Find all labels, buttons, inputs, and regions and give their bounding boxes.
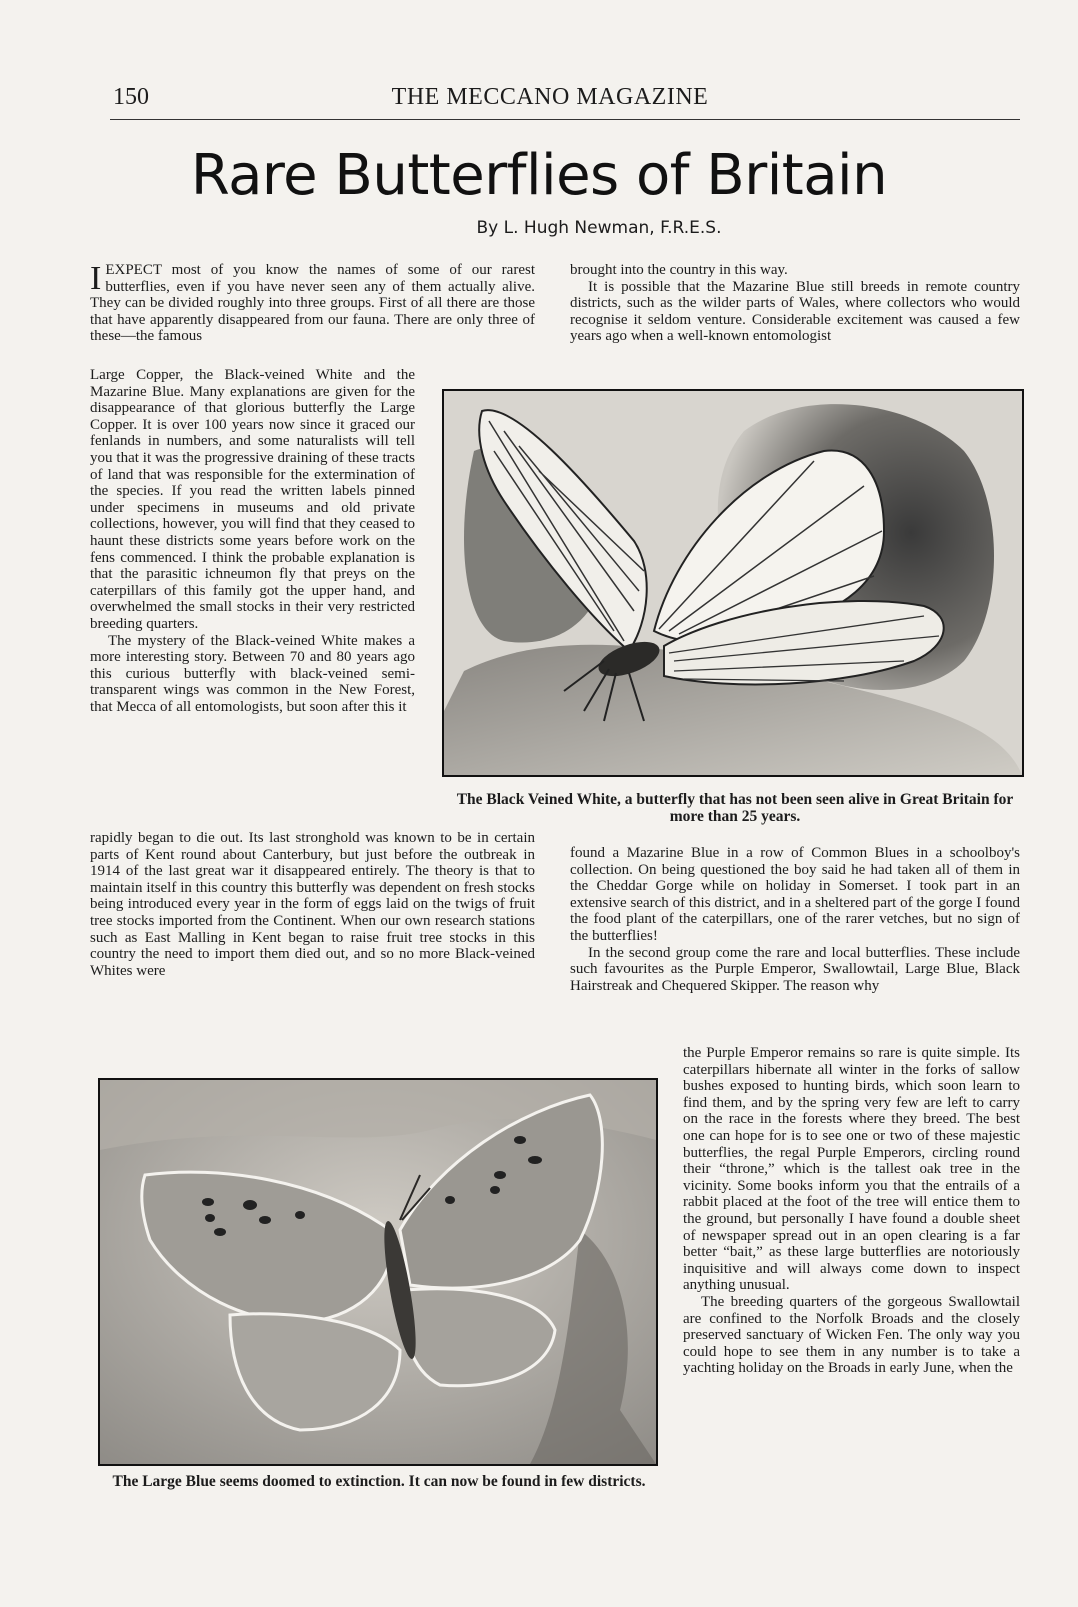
- drop-cap: I: [90, 260, 102, 297]
- black-veined-white-illustration: [444, 391, 1022, 775]
- page-number: 150: [113, 84, 149, 110]
- paragraph: In the second group come the rare and local butterflies. These include such favourites as the Purple Emperor, Swallowtail, Large Blue, Black Hairstreak and Chequered Skipper. The reason why: [570, 944, 1020, 994]
- paragraph: found a Mazarine Blue in a row of Common Blues in a schoolboy's collection. On being questioned the boy said he had taken all of them in the Cheddar Gorge while on holiday in Somerset. I took part in an extensive search of this district, and in a sheltered part of the gorge I found the food plant of the caterpillars, one of the rarer vetches, but no sign of the butterflies!: [570, 845, 1020, 944]
- column-2-top: [570, 262, 1020, 345]
- paragraph: It is possible that the Mazarine Blue still breeds in remote country districts, such as the wilder parts of Wales, where collectors who would recognise it seldom venture. Considerable excitement was caused a few years ago when a well-known entomologist: [570, 278, 1020, 345]
- paragraph: The mystery of the Black-veined White makes a more interesting story. Between 70 and 80 years ago this curious butterfly with black-veined semi-transparent wings was common in the New Forest, that Mecca of all entomologists, but soon after this it: [90, 632, 415, 715]
- column-1-top: [90, 262, 535, 345]
- black-veined-white-photo: [442, 389, 1024, 777]
- byline: By L. Hugh Newman, F.R.E.S.: [476, 218, 722, 238]
- running-head: THE MECCANO MAGAZINE: [391, 84, 709, 110]
- paragraph: the Purple Emperor remains so rare is quite simple. Its caterpillars hibernate all winter in the forks of sallow bushes exposed to hunting birds, which soon learn to find them, and by the spring very few are left to carry on the race in the forests where they breed. The best one can hope for is to see one or two of these majestic butterflies, the regal Purple Emperors, circling round their “throne,” which is the tallest oak tree in the vicinity. Some books inform you that the entrails of a rabbit placed at the foot of the tree will entice them to the ground, but personally I have found a double sheet of newspaper spread out in an open clearing is a far better “bait,” as these large butterflies are notoriously inquisitive and will always come down to inspect anything unusual.: [683, 1045, 1020, 1294]
- paragraph: Large Copper, the Black-veined White and the Mazarine Blue. Many explanations are given for the disappearance of that glorious butterfly the Large Copper. It is over 100 years now since it graced our fenlands in numbers, and some naturalists will tell you that it was the progressive draining of these tracts of land that was responsible for the extermination of the species. If you read the written labels pinned under specimens in museums and old private collections, however, you will find that they ceased to haunt these districts some years before work on the fens commenced. I think the probable explanation is that the parasitic ichneumon fly that preys on the caterpillars of this family got the upper hand, and overwhelmed the small stocks in their very restricted breeding quarters.: [90, 367, 415, 632]
- paragraph: The breeding quarters of the gorgeous Swallowtail are confined to the Norfolk Broads and the closely preserved sanctuary of Wicken Fen. The only way you could hope to see them in any number is to take a yachting holiday on the Broads in early June, when the: [683, 1293, 1020, 1377]
- paragraph: brought into the country in this way.: [570, 262, 788, 278]
- figure-2-caption: The Large Blue seems doomed to extinction. It can now be found in few districts.: [112, 1473, 646, 1490]
- large-blue-illustration: [100, 1080, 656, 1464]
- column-1-bottom: [90, 830, 535, 979]
- column-2-bottom: [683, 1045, 1020, 1377]
- paragraph: rapidly began to die out. Its last stronghold was known to be in certain parts of Kent round about Canterbury, but just before the outbreak in 1914 of the last great war it disappeared entirely. The theory is that to maintain itself in this country this butterfly was dependent on fresh stocks being introduced every year in the form of eggs laid on the twigs of fruit tree stocks imported from the Continent. When our own research stations such as East Malling in Kent began to raise fruit tree stocks in this country the need to import them died out, and so no more Black-veined Whites were: [90, 830, 535, 979]
- figure-1-caption: The Black Veined White, a butterfly that has not been seen alive in Great Britain for more than 25 years.: [456, 791, 1014, 825]
- large-blue-photo: [98, 1078, 658, 1466]
- column-2-middle: [570, 845, 1020, 994]
- article-title: Rare Butterflies of Britain: [190, 143, 888, 208]
- column-1-middle: [90, 367, 415, 715]
- header-rule: [110, 119, 1020, 120]
- paragraph: EXPECT most of you know the names of some of our rarest butterflies, even if you have never seen any of them actually alive. They can be divided roughly into three groups. First of all there are those that have apparently disappeared from our fauna. There are only three of these—the famous: [90, 262, 535, 345]
